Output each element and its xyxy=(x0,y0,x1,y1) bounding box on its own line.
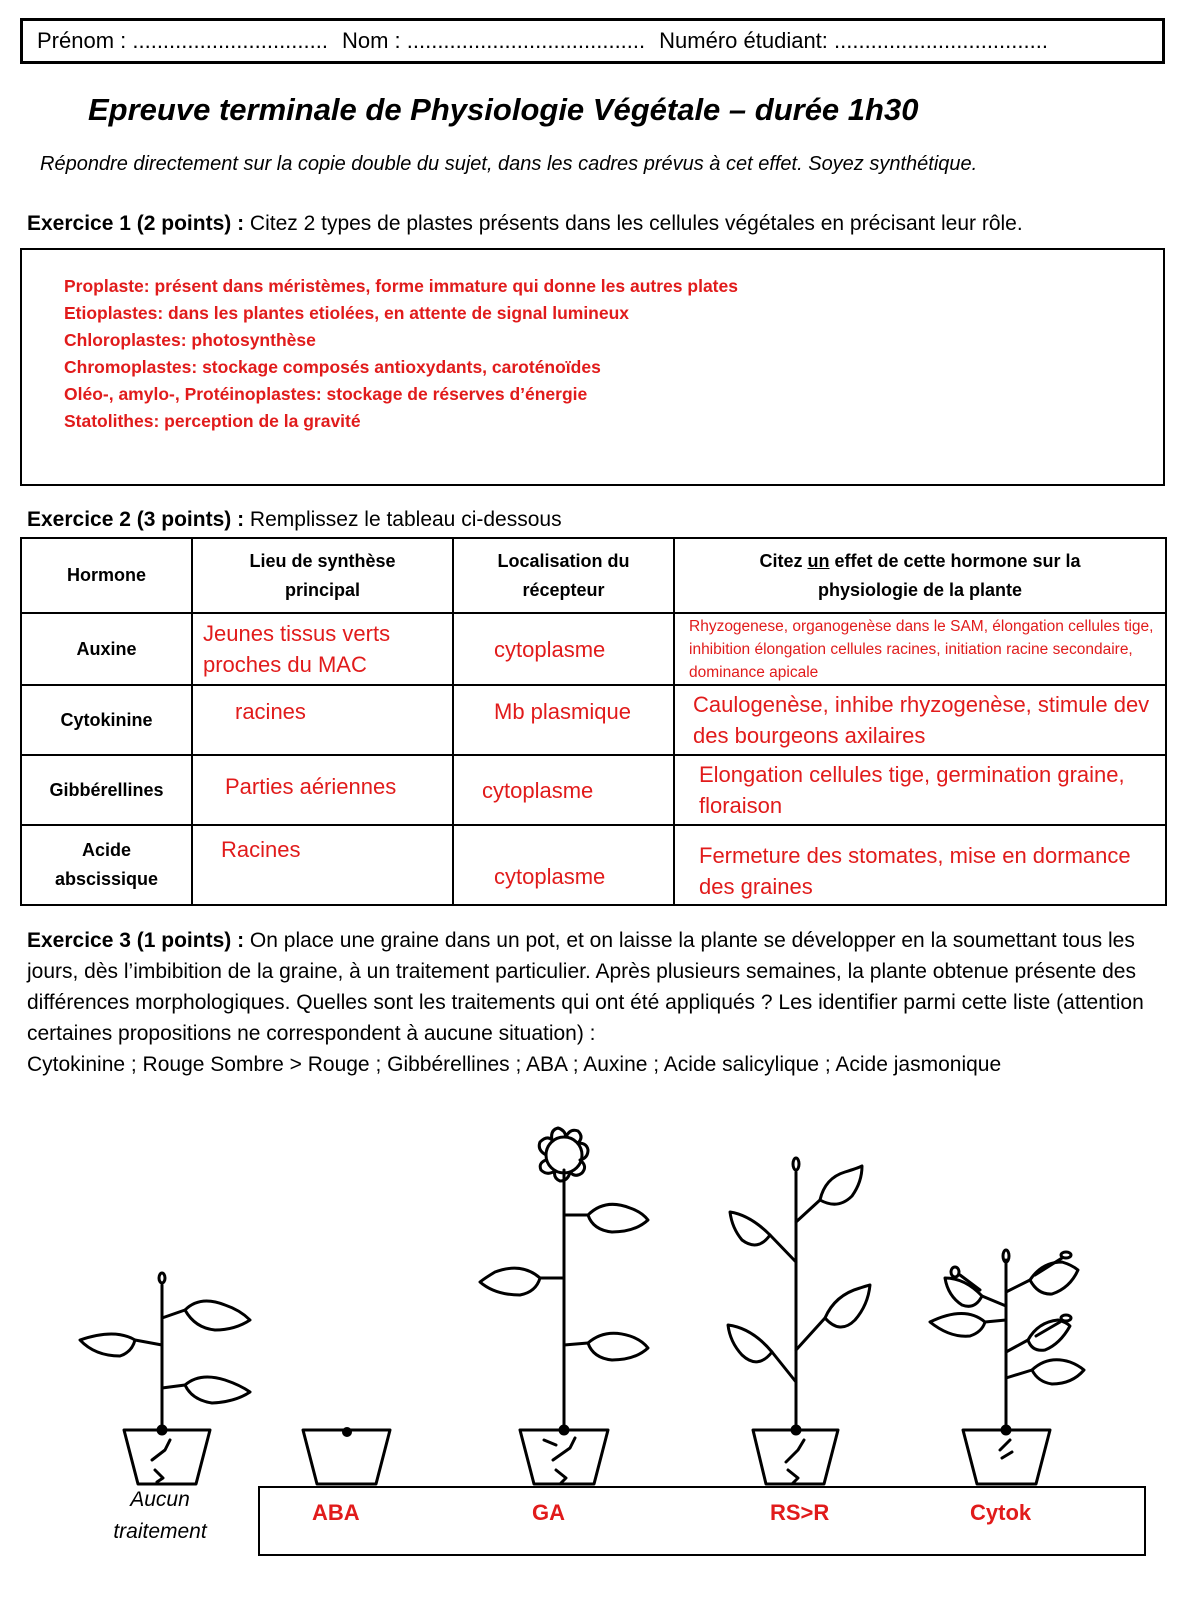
hormone-name: Acide abscissique xyxy=(21,825,192,905)
exercise3-question: On place une graine dans un pot, et on laisse la plante se développer en la soumettant tous les jours, dès l’imbibition de la graine, à un traitement particulier. Après plusieurs semaines, la plante obtenue présente des différences morphologiques. Quelles sont les traitements qui ont été appliqués ? Les identifier parmi cette liste (attention certaines propositions ne correspondent à aucune situation) : xyxy=(27,929,1144,1045)
exercise1-title: Exercice 1 (2 points) : xyxy=(27,212,245,235)
col-header-hormone: Hormone xyxy=(21,538,192,613)
instructions: Répondre directement sur la copie double du sujet, dans les cadres prévus à cet effet. Soyez synthétique. xyxy=(40,153,978,175)
lieu-cell[interactable]: Jeunes tissus verts proches du MAC xyxy=(192,613,453,685)
plaste-answer: Chloroplastes: photosynthèse xyxy=(64,330,316,350)
answer-label-cytok: Cytok xyxy=(970,1500,1032,1525)
page-title: Epreuve terminale de Physiologie Végétale – durée 1h30 xyxy=(88,92,919,127)
effet-cell[interactable]: Rhyzogenese, organogenèse dans le SAM, élongation cellules tige, inhibition élongation cellules racines, initiation racine secondaire, dominance apicale xyxy=(674,613,1166,685)
answer-label-ga: GA xyxy=(532,1500,565,1525)
answer-label-rsr: RS>R xyxy=(770,1500,830,1525)
hormone-name: Auxine xyxy=(21,613,192,685)
nom-field[interactable]: Nom : ....................................... xyxy=(341,28,646,53)
effet-cell[interactable]: Fermeture des stomates, mise en dormance des graines xyxy=(674,825,1166,905)
exercise2-title: Exercice 2 (3 points) : xyxy=(27,508,245,531)
col-header-localisation: Localisation du récepteur xyxy=(453,538,674,613)
plaste-answer: Statolithes: perception de la gravité xyxy=(64,411,361,431)
effet-cell[interactable]: Caulogenèse, inhibe rhyzogenèse, stimule dev des bourgeons axilaires xyxy=(674,685,1166,755)
effet-cell[interactable]: Elongation cellules tige, germination graine, floraison xyxy=(674,755,1166,825)
hormone-name: Cytokinine xyxy=(21,685,192,755)
lieu-cell[interactable]: Parties aériennes xyxy=(192,755,453,825)
exercise1-question: Citez 2 types de plastes présents dans les cellules végétales en précisant leur rôle. xyxy=(249,212,1023,235)
recepteur-cell[interactable]: cytoplasme xyxy=(453,613,674,685)
plant-control-drawing xyxy=(80,1273,250,1484)
exercise3-title: Exercice 3 (1 points) : xyxy=(27,929,245,952)
prenom-field[interactable]: Prénom : ................................ xyxy=(37,28,328,53)
recepteur-cell[interactable]: Mb plasmique xyxy=(453,685,674,755)
lieu-cell[interactable]: Racines xyxy=(192,825,453,905)
plant-aba-drawing xyxy=(303,1429,390,1485)
col-header-lieu: Lieu de synthèse principal xyxy=(192,538,453,613)
recepteur-cell[interactable]: cytoplasme xyxy=(453,825,674,905)
plaste-answer: Etioplastes: dans les plantes etiolées, en attente de signal lumineux xyxy=(64,303,630,323)
lieu-cell[interactable]: racines xyxy=(192,685,453,755)
plaste-answer: Chromoplastes: stockage composés antioxydants, caroténoïdes xyxy=(64,357,601,377)
plant-rsr-drawing xyxy=(728,1158,870,1484)
plaste-answer: Oléo-, amylo-, Protéinoplastes: stockage de réserves d’énergie xyxy=(64,384,588,404)
control-label: Aucun traitement xyxy=(113,1488,207,1543)
exercise2-question: Remplissez le tableau ci-dessous xyxy=(249,508,562,531)
plant-cytok-drawing xyxy=(930,1250,1084,1484)
col-header-effet: Citez un effet de cette hormone sur la physiologie de la plante xyxy=(674,538,1166,613)
numero-etudiant-field[interactable]: Numéro étudiant: ................................... xyxy=(659,28,1048,53)
answer-label-aba: ABA xyxy=(312,1500,360,1525)
plaste-answer: Proplaste: présent dans méristèmes, forme immature qui donne les autres plates xyxy=(64,276,738,296)
recepteur-cell[interactable]: cytoplasme xyxy=(453,755,674,825)
hormone-name: Gibbérellines xyxy=(21,755,192,825)
plant-ga-drawing xyxy=(480,1128,648,1484)
exercise3-options: Cytokinine ; Rouge Sombre > Rouge ; Gibbérellines ; ABA ; Auxine ; Acide salicylique ; Acide jasmonique xyxy=(27,1053,1002,1076)
